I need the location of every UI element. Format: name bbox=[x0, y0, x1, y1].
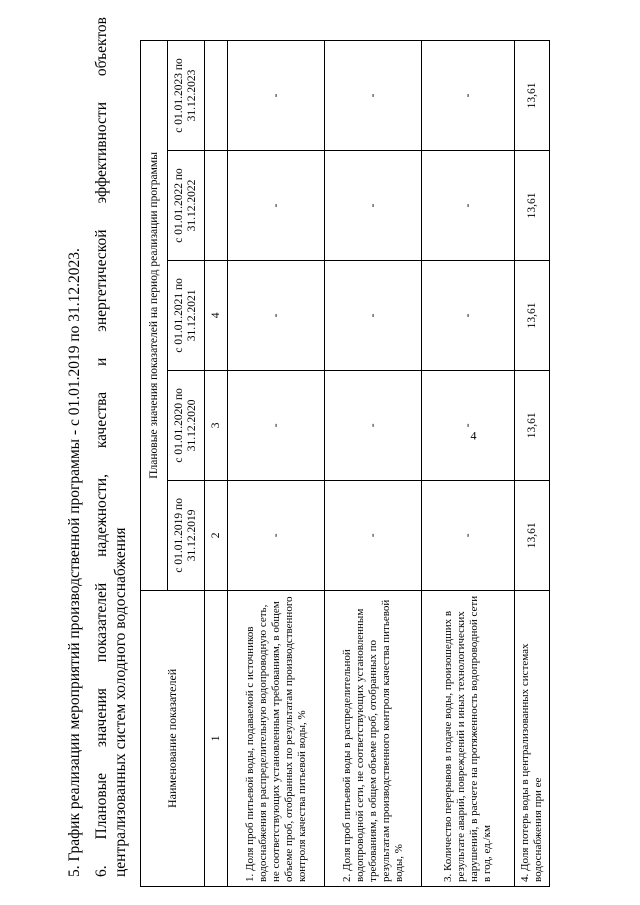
indicator-value: - bbox=[422, 41, 515, 151]
indicator-value: 13,61 bbox=[515, 150, 550, 260]
section-6-heading-line2: централизованных систем холодного водоснабжения bbox=[112, 527, 129, 877]
indicators-table bbox=[140, 40, 550, 887]
indicator-value: 13,61 bbox=[515, 41, 550, 151]
indicator-value: - bbox=[228, 260, 325, 370]
indicator-value: - bbox=[228, 480, 325, 590]
indicator-value: - bbox=[422, 480, 515, 590]
column-number bbox=[205, 41, 228, 151]
period-header-2023: с 01.01.2023 по 31.12.2023 bbox=[168, 41, 205, 151]
period-header-2022: с 01.01.2022 по 31.12.2022 bbox=[168, 150, 205, 260]
period-header-2021: с 01.01.2021 по 31.12.2021 bbox=[168, 260, 205, 370]
indicator-value: - bbox=[228, 150, 325, 260]
indicator-name: 4. Доля потерь воды в централизованных системах водоснабжения при ее bbox=[515, 590, 550, 886]
indicator-value: - bbox=[325, 260, 422, 370]
name-column-header: Наименование показателей bbox=[141, 590, 205, 886]
table-row bbox=[325, 41, 422, 887]
table-header-row bbox=[141, 41, 168, 887]
page-number: 4 bbox=[470, 428, 477, 443]
table-row bbox=[515, 41, 550, 887]
column-number-row bbox=[205, 41, 228, 887]
column-number: 4 bbox=[205, 260, 228, 370]
column-number: 2 bbox=[205, 480, 228, 590]
period-header-2020: с 01.01.2020 по 31.12.2020 bbox=[168, 370, 205, 480]
indicator-value: - bbox=[325, 150, 422, 260]
column-number: 1 bbox=[205, 590, 228, 886]
indicator-value: - bbox=[422, 260, 515, 370]
indicator-value: - bbox=[325, 480, 422, 590]
column-number: 3 bbox=[205, 370, 228, 480]
column-number bbox=[205, 150, 228, 260]
indicator-value: - bbox=[228, 41, 325, 151]
table-row bbox=[422, 41, 515, 887]
section-6-heading bbox=[92, 17, 130, 877]
indicator-name: 2. Доля проб питьевой воды в распределительной водопроводной сети, не соответствующих установленным требованиям, в общем объеме проб, отобранных по результатам производственного контроля качества питьевой воды, % bbox=[325, 590, 422, 886]
period-group-header: Плановые значения показателей на период реализации программы bbox=[141, 41, 168, 591]
indicator-name: 3. Количество перерывов в подаче воды, произошедших в результате аварий, повреждений и иных технологических нарушений, в расчете на протяженность водопроводной сети в год, ед./км bbox=[422, 590, 515, 886]
indicator-value: 13,61 bbox=[515, 370, 550, 480]
indicator-value: - bbox=[325, 41, 422, 151]
period-header-2019: с 01.01.2019 по 31.12.2019 bbox=[168, 480, 205, 590]
indicator-value: - bbox=[228, 370, 325, 480]
indicator-value: - bbox=[325, 370, 422, 480]
indicator-value: - bbox=[422, 150, 515, 260]
indicator-name: 1. Доля проб питьевой воды, подаваемой с источников водоснабжения в распределительную водопроводную сеть, не соответствующих установленным требованиям, в общем объеме проб, отобранных по результатам производственного контроля качества питьевой воды, % bbox=[228, 590, 325, 886]
indicator-value: - bbox=[422, 370, 515, 480]
indicator-value: 13,61 bbox=[515, 260, 550, 370]
section-6-heading-line1: 6. Плановые значения показателей надежности, качества и энергетической эффективности объектов bbox=[93, 17, 110, 877]
section-5-heading: 5. График реализации мероприятий производственной программы - с 01.01.2019 по 31.12.2023. bbox=[66, 248, 83, 877]
indicator-value: 13,61 bbox=[515, 480, 550, 590]
table-row bbox=[228, 41, 325, 887]
